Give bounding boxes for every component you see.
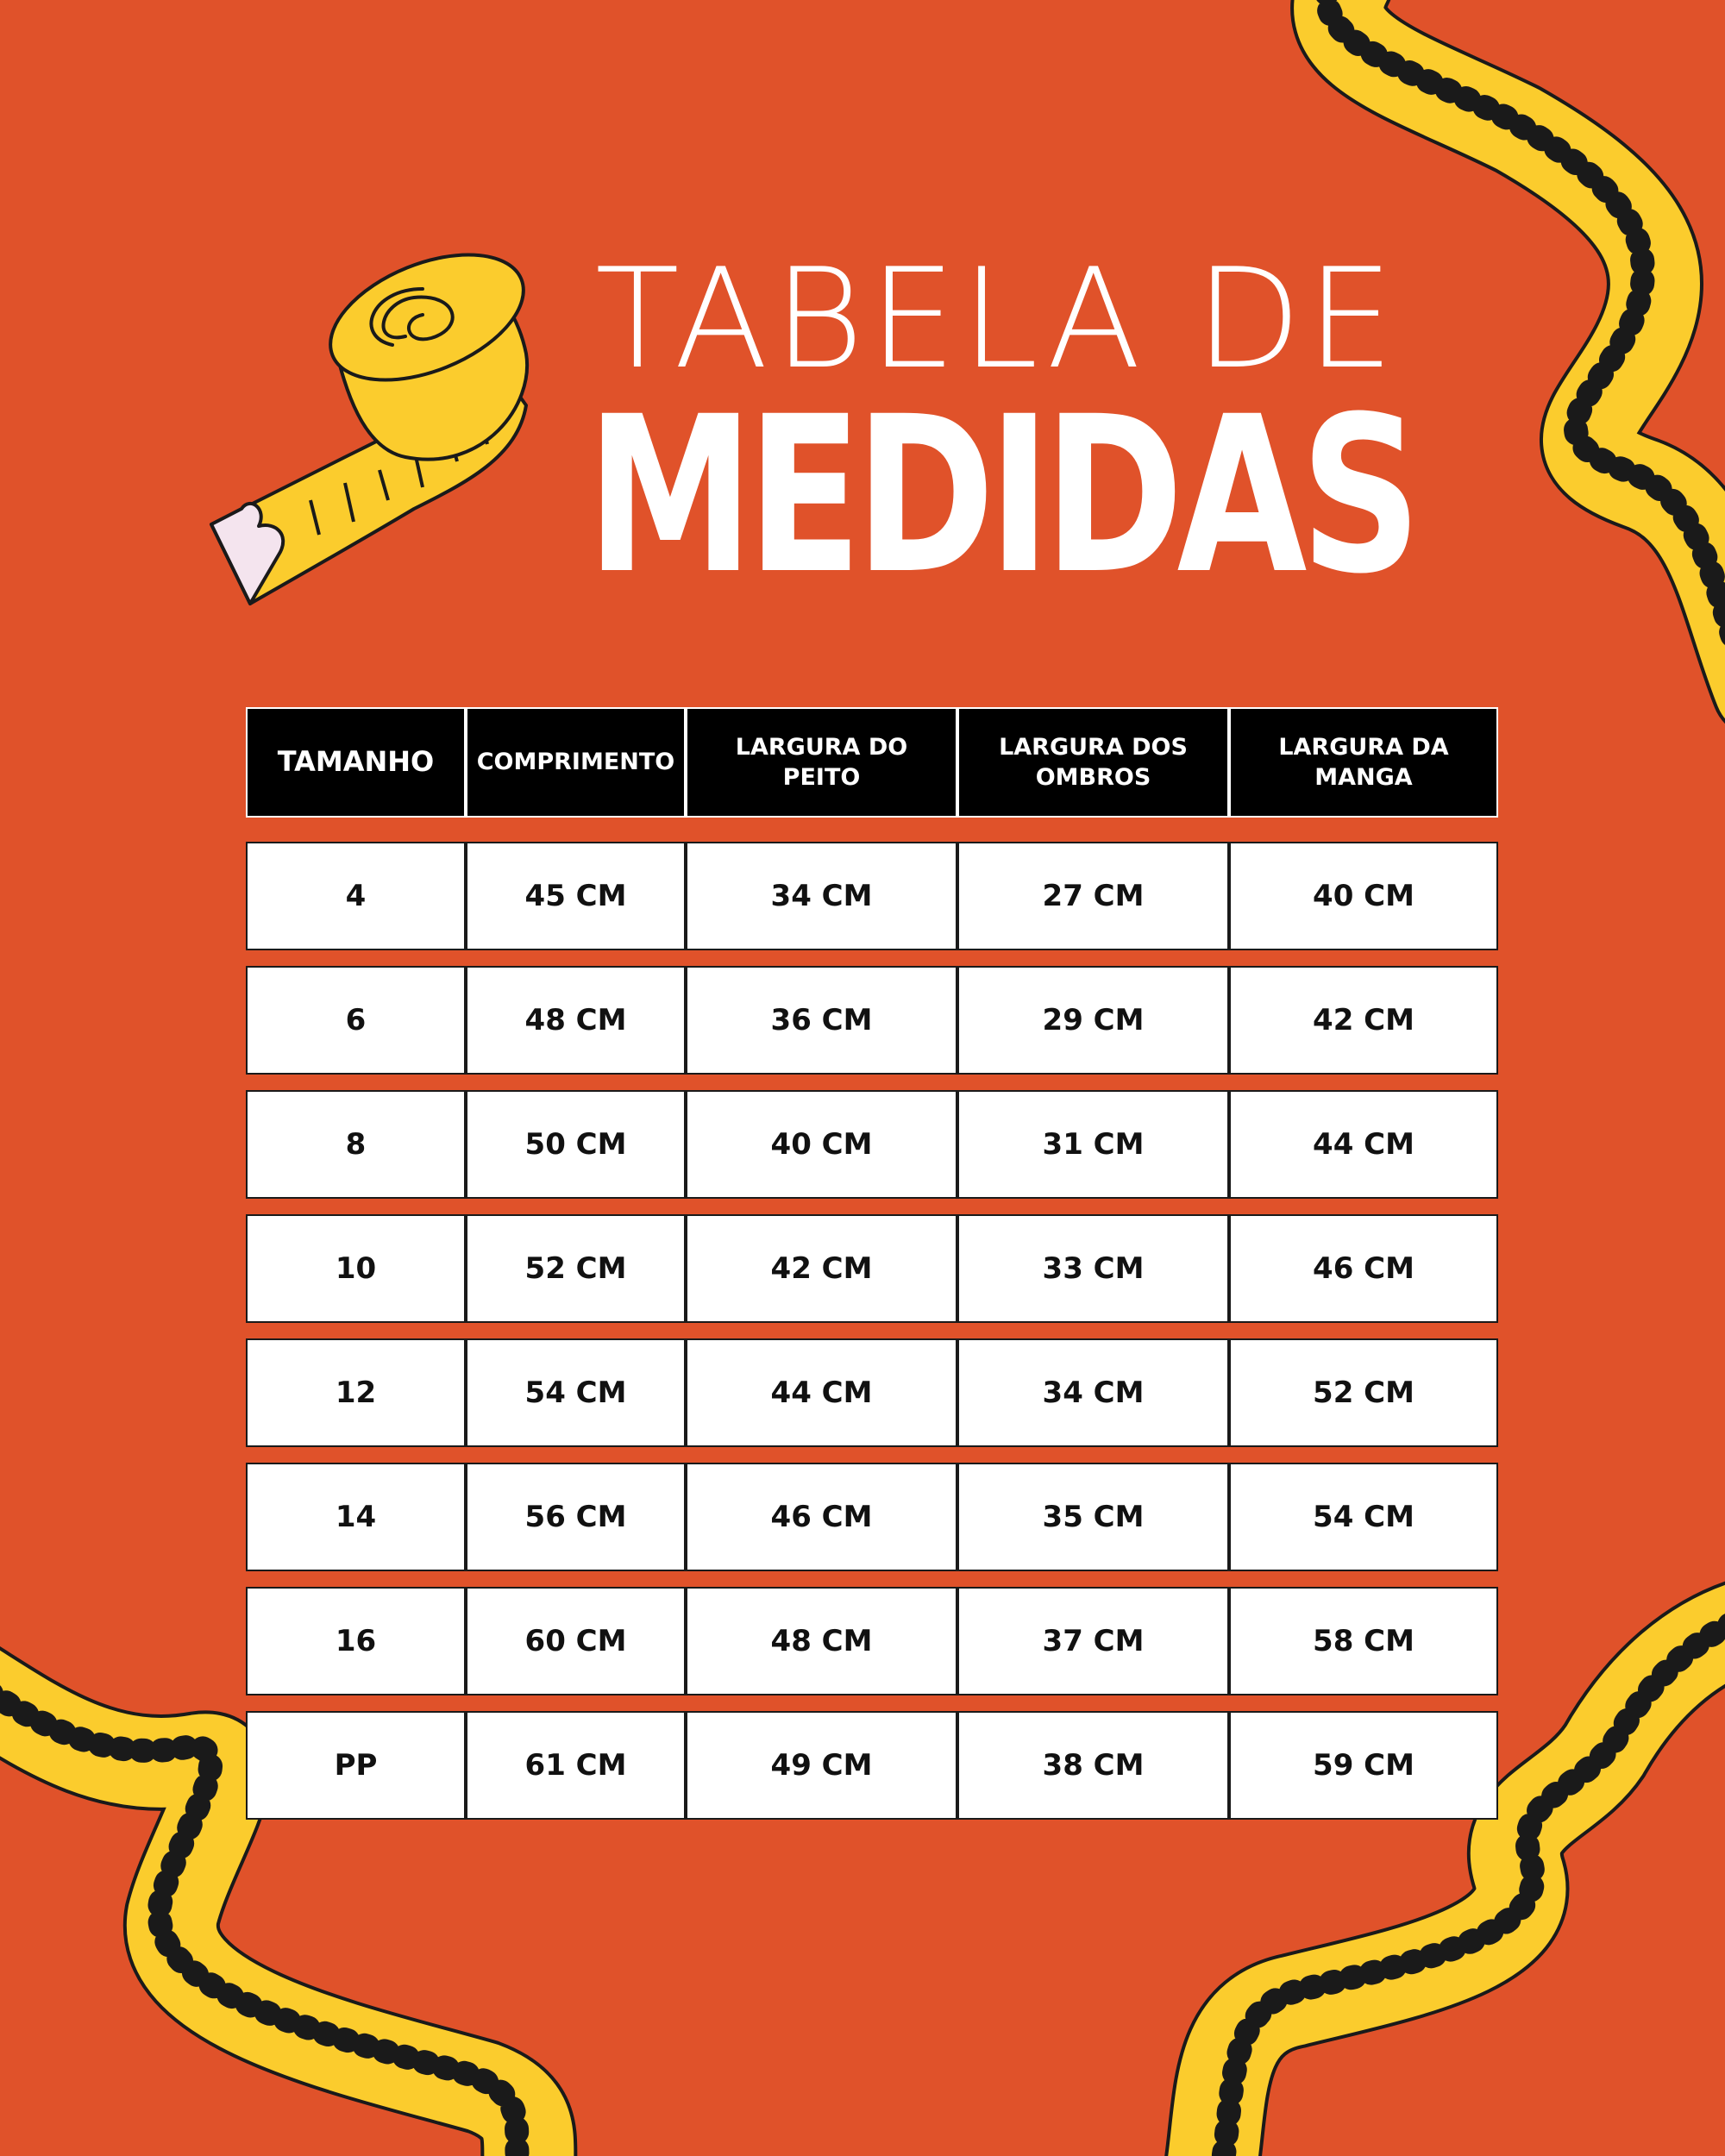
cell-comprimento: 52 CM	[466, 1214, 686, 1323]
table-header-row	[246, 707, 1498, 818]
cell-comprimento: 60 CM	[466, 1587, 686, 1695]
cell-comprimento: 50 CM	[466, 1090, 686, 1199]
table-row	[246, 1214, 1498, 1323]
cell-tamanho: 14	[246, 1463, 466, 1571]
header-comprimento: COMPRIMENTO	[466, 707, 686, 818]
cell-largura-do-peito: 48 CM	[686, 1587, 957, 1695]
header-largura-dos-ombros: LARGURA DOS OMBROS	[957, 707, 1229, 818]
table-row	[246, 1587, 1498, 1695]
cell-largura-dos-ombros: 31 CM	[957, 1090, 1229, 1199]
cell-largura-do-peito: 34 CM	[686, 842, 957, 950]
cell-largura-da-manga: 59 CM	[1229, 1711, 1498, 1820]
cell-largura-dos-ombros: 27 CM	[957, 842, 1229, 950]
cell-largura-da-manga: 44 CM	[1229, 1090, 1498, 1199]
table-row	[246, 1463, 1498, 1571]
cell-largura-dos-ombros: 38 CM	[957, 1711, 1229, 1820]
size-table	[246, 707, 1498, 1820]
cell-comprimento: 54 CM	[466, 1338, 686, 1447]
cell-largura-da-manga: 52 CM	[1229, 1338, 1498, 1447]
cell-largura-da-manga: 46 CM	[1229, 1214, 1498, 1323]
cell-largura-do-peito: 46 CM	[686, 1463, 957, 1571]
cell-tamanho: PP	[246, 1711, 466, 1820]
cell-comprimento: 56 CM	[466, 1463, 686, 1571]
table-row	[246, 1711, 1498, 1820]
cell-largura-do-peito: 40 CM	[686, 1090, 957, 1199]
table-row	[246, 1338, 1498, 1447]
cell-tamanho: 16	[246, 1587, 466, 1695]
cell-comprimento: 45 CM	[466, 842, 686, 950]
cell-largura-do-peito: 42 CM	[686, 1214, 957, 1323]
table-row	[246, 842, 1498, 950]
header-largura-do-peito: LARGURA DO PEITO	[686, 707, 957, 818]
table-row	[246, 966, 1498, 1075]
cell-largura-do-peito: 44 CM	[686, 1338, 957, 1447]
cell-tamanho: 10	[246, 1214, 466, 1323]
cell-comprimento: 48 CM	[466, 966, 686, 1075]
cell-largura-da-manga: 54 CM	[1229, 1463, 1498, 1571]
cell-largura-dos-ombros: 34 CM	[957, 1338, 1229, 1447]
header-tamanho: TAMANHO	[246, 707, 466, 818]
cell-largura-do-peito: 36 CM	[686, 966, 957, 1075]
cell-largura-dos-ombros: 35 CM	[957, 1463, 1229, 1571]
cell-tamanho: 8	[246, 1090, 466, 1199]
cell-largura-dos-ombros: 37 CM	[957, 1587, 1229, 1695]
cell-comprimento: 61 CM	[466, 1711, 686, 1820]
table-row	[246, 1090, 1498, 1199]
title-line-1: TABELA DE	[595, 238, 1400, 399]
cell-tamanho: 12	[246, 1338, 466, 1447]
cell-largura-do-peito: 49 CM	[686, 1711, 957, 1820]
cell-largura-da-manga: 40 CM	[1229, 842, 1498, 950]
cell-tamanho: 6	[246, 966, 466, 1075]
cell-tamanho: 4	[246, 842, 466, 950]
title-line-2: MEDIDAS	[586, 370, 1415, 621]
cell-largura-dos-ombros: 29 CM	[957, 966, 1229, 1075]
cell-largura-da-manga: 42 CM	[1229, 966, 1498, 1075]
cell-largura-da-manga: 58 CM	[1229, 1587, 1498, 1695]
cell-largura-dos-ombros: 33 CM	[957, 1214, 1229, 1323]
header-largura-da-manga: LARGURA DA MANGA	[1229, 707, 1498, 818]
